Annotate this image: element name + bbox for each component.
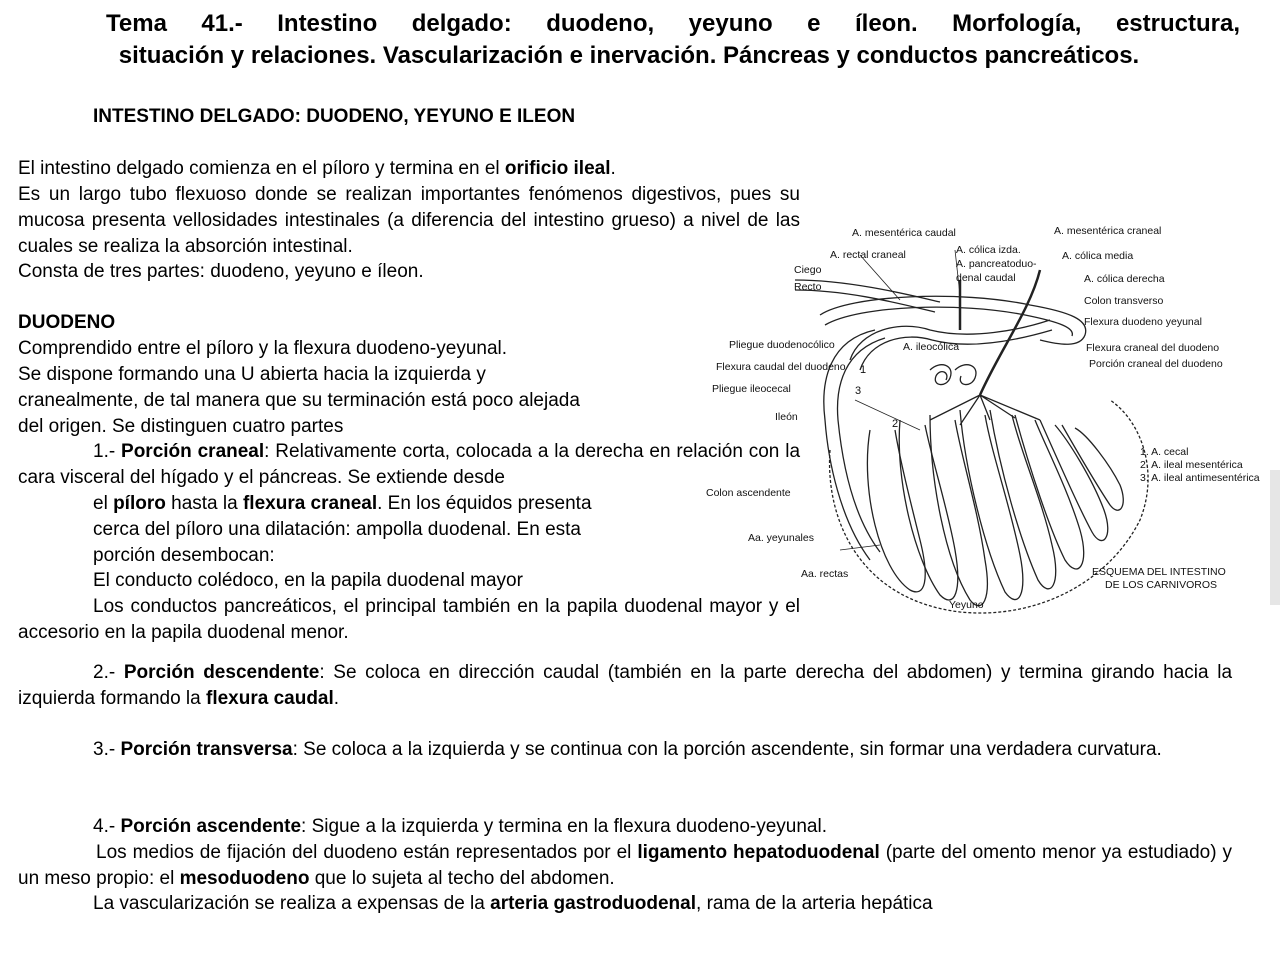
item-1-title: Porción craneal <box>121 441 265 462</box>
item-4-title: Porción ascendente <box>120 816 302 837</box>
fixation-paragraph <box>18 840 1232 892</box>
item-3-text: : Se coloca a la izquierda y se continua con la porción ascendente, sin formar una verdadera curvatura. <box>292 739 1162 760</box>
duodeno-p2a: Se dispone formando una U abierta hacia la izquierda y <box>18 364 486 385</box>
label-colon-transverso: Colon transverso <box>1084 295 1164 307</box>
title-line-2: situación y relaciones. Vascularización e inervación. Páncreas y conductos pancreáticos. <box>118 42 1140 69</box>
fix-text-b: (parte del omento menor ya estudiado) y un meso propio: el <box>18 842 1233 889</box>
fix-mesoduodeno: mesoduodeno <box>179 867 310 889</box>
label-n3: 3 <box>855 385 862 397</box>
label-recto: Recto <box>794 281 822 293</box>
intro-text: El intestino delgado comienza en el píloro y termina en el <box>18 158 505 179</box>
label-n1: 1 <box>860 364 867 376</box>
intro-line-1 <box>18 156 800 182</box>
label-ileon: Ileón <box>775 411 798 423</box>
fix-ligamento: ligamento hepatoduodenal <box>637 842 880 863</box>
label-colica-media: A. cólica media <box>1062 250 1134 262</box>
title-line-1: Tema 41.- Intestino delgado: duodeno, yeyuno e íleon. Morfología, estructura, <box>106 10 1240 37</box>
intro-parts: Consta de tres partes: duodeno, yeyuno e íleon. <box>18 261 424 282</box>
label-flexura-duod-yey: Flexura duodeno yeyunal <box>1084 316 1202 328</box>
label-porcion-craneal: Porción craneal del duodeno <box>1089 358 1223 370</box>
item-1b-mid: hasta la <box>165 493 243 514</box>
section-heading: INTESTINO DELGADO: DUODENO, YEYUNO E ILEON <box>93 106 576 127</box>
label-flexura-caudal: Flexura caudal del duodeno <box>716 361 846 373</box>
duodeno-p1: Comprendido entre el píloro y la flexura duodeno-yeyunal. <box>18 338 508 359</box>
item-1-text: : Relativamente corta, colocada a la derecha en relación con la cara visceral del hígado y el páncreas. Se extiende desde <box>18 441 801 488</box>
intro-paragraph: Es un largo tubo flexuoso donde se realizan importantes fenómenos digestivos, pues su mucosa presenta vellosidades intestinales (a diferencia del intestino grueso) a nivel de las cuales se realiza la absorción intestinal. <box>18 184 800 257</box>
item-4 <box>93 814 827 840</box>
intro-bold-orificio: orificio ileal <box>504 158 611 179</box>
label-flexura-craneal: Flexura craneal del duodeno <box>1086 342 1220 354</box>
item-3-number: 3.- <box>93 739 121 760</box>
label-mes-craneal: A. mesentérica craneal <box>1054 225 1162 237</box>
vasc-arteria: arteria gastroduodenal <box>490 893 697 914</box>
label-denal-caudal: denal caudal <box>956 272 1016 284</box>
vasc-text-b: , rama de la arteria hepática <box>696 893 933 914</box>
item-1b-end: . En los équidos presenta <box>377 493 592 514</box>
vascularization-line <box>93 891 933 917</box>
item-2-text: : Se coloca en dirección caudal (también en la parte derecha del abdomen) y termina girando hacia la izquierda formando la <box>18 662 1233 709</box>
intro-end: . <box>610 158 616 179</box>
item-1-number: 1.- <box>93 441 122 462</box>
label-esquema-1: ESQUEMA DEL INTESTINO <box>1092 566 1226 578</box>
item-4-number: 4.- <box>93 816 121 837</box>
label-esquema-2: DE LOS CARNIVOROS <box>1105 579 1218 591</box>
item-2-title: Porción descendente <box>123 662 320 683</box>
label-yeyuno: Yeyuno <box>949 599 984 611</box>
label-ileal-antimes: 3. A. ileal antimesentérica <box>1140 472 1260 484</box>
item-2 <box>18 660 1232 712</box>
item-1b-a: el <box>93 493 114 514</box>
label-mes-caudal: A. mesentérica caudal <box>852 227 956 239</box>
label-rectas: Aa. rectas <box>801 568 849 580</box>
item-2-end: . <box>333 687 340 709</box>
item-1 <box>18 439 800 491</box>
fix-text-a: Los medios de fijación del duodeno están representados por el <box>96 842 638 863</box>
item-1b-piloro: píloro <box>113 493 166 514</box>
item-1-line-c: cerca del píloro una dilatación: ampolla duodenal. En esta <box>93 519 581 540</box>
item-4-text: : Sigue a la izquierda y termina en la flexura duodeno-yeyunal. <box>301 816 828 837</box>
label-ciego: Ciego <box>794 264 822 276</box>
item-3 <box>18 737 1232 763</box>
item-1-line-f: Los conductos pancreáticos, el principal también en la papila duodenal mayor y el accesorio en la papila duodenal menor. <box>18 596 800 643</box>
item-3-title: Porción transversa <box>120 739 293 760</box>
label-colon-asc: Colon ascendente <box>706 487 791 499</box>
vasc-text-a: La vascularización se realiza a expensas de la <box>93 893 491 914</box>
item-2-flexura: flexura caudal <box>206 687 334 709</box>
label-colica-derecha: A. cólica derecha <box>1084 273 1165 285</box>
duodeno-p2c: del origen. Se distinguen cuatro partes <box>18 416 344 437</box>
label-pliegue-duodenocolico: Pliegue duodenocólico <box>729 339 835 351</box>
label-pliegue-ileocecal: Pliegue ileocecal <box>712 383 791 395</box>
label-pancreatoduo: A. pancreatoduo- <box>956 258 1037 270</box>
label-cecal: 1. A. cecal <box>1140 446 1189 458</box>
item-1-line-b <box>93 491 592 517</box>
item-1-line-e: El conducto colédoco, en la papila duodenal mayor <box>93 570 523 591</box>
item-1-line-d: porción desembocan: <box>93 545 275 566</box>
label-rectal-craneal: A. rectal craneal <box>830 249 906 261</box>
label-colica-izda: A. cólica izda. <box>956 244 1021 256</box>
item-1b-flexura: flexura craneal <box>242 493 378 514</box>
duodeno-heading: DUODENO <box>18 312 116 333</box>
label-ileal-mes: 2. A. ileal mesentérica <box>1140 459 1243 471</box>
document-title <box>18 8 1240 72</box>
label-ileocolica: A. ileocólica <box>903 341 960 353</box>
label-yeyunales: Aa. yeyunales <box>748 532 814 544</box>
duodeno-p2b: cranealmente, de tal manera que su terminación está poco alejada <box>18 390 580 411</box>
intestine-diagram <box>700 220 1278 620</box>
edge-shadow <box>1270 470 1280 605</box>
label-n2: 2 <box>892 418 899 430</box>
item-2-number: 2.- <box>93 662 124 683</box>
fix-text-c: que lo sujeta al techo del abdomen. <box>309 867 615 889</box>
